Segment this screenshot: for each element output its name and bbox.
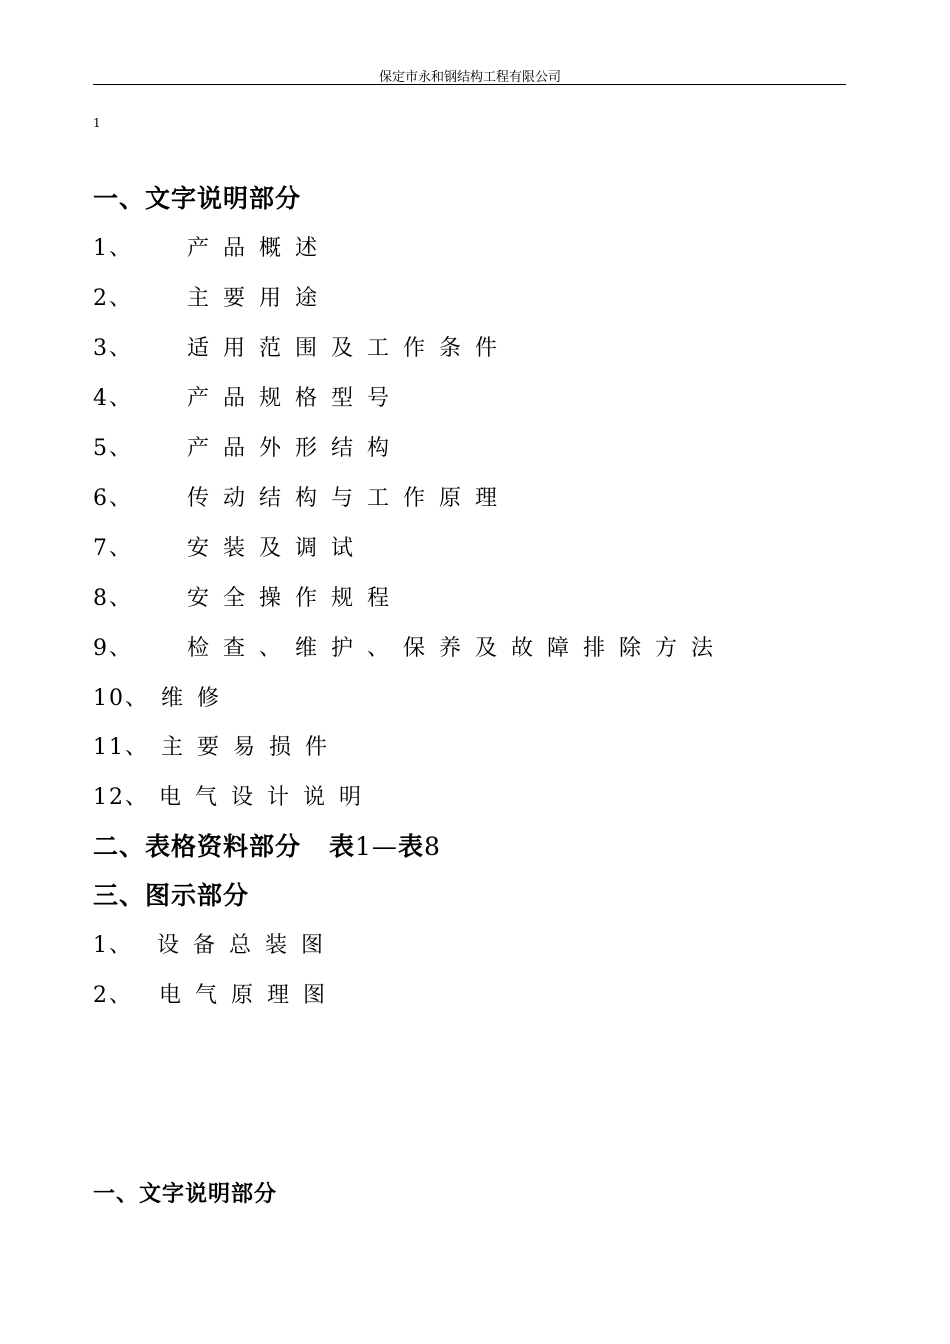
- toc-item-number: 2、: [93, 286, 133, 311]
- section-2-table-word: 表: [329, 832, 356, 861]
- toc-item-number: 8、: [93, 586, 133, 611]
- section-2-title: [93, 834, 441, 859]
- toc-item-label: 主要用途: [187, 286, 332, 311]
- section-1-title: 一、文字说明部分: [93, 184, 302, 213]
- toc-item-number: 5、: [93, 436, 133, 461]
- toc-item-label: 产品概述: [187, 236, 332, 261]
- toc-item-label: 安装及调试: [187, 536, 368, 561]
- toc-item-label: 维修: [161, 686, 234, 711]
- toc-item-number: 4、: [93, 386, 133, 411]
- section-3-title: 三、图示部分: [93, 881, 250, 910]
- toc-item-number: 3、: [93, 336, 133, 361]
- toc-item-label: 产品规格型号: [187, 386, 404, 411]
- toc-item-number: 9、: [93, 636, 133, 661]
- toc-item-number: 7、: [93, 536, 133, 561]
- section-2-heading: 二、表格资料部分: [93, 832, 302, 861]
- toc-item-number: 6、: [93, 486, 133, 511]
- toc-item-label: 检查、维护、保养及故障排除方法: [187, 636, 728, 661]
- section-2-range-end: 8: [423, 832, 441, 861]
- header-company-name: 保定市永和钢结构工程有限公司: [378, 70, 561, 85]
- toc-item-label: 适用范围及工作条件: [187, 336, 512, 361]
- toc-item-label: 传动结构与工作原理: [187, 486, 512, 511]
- figure-item-label: 设备总装图: [157, 933, 338, 958]
- toc-item-label: 主要易损件: [161, 735, 342, 760]
- section-2-range-start: 1—: [355, 832, 398, 861]
- toc-item-label: 电气设计说明: [159, 785, 376, 810]
- page-number: 1: [93, 116, 101, 130]
- figure-item-number: 1、: [93, 933, 133, 958]
- section-2-table-word-2: 表: [397, 832, 424, 861]
- header-divider: [93, 84, 846, 85]
- figure-item-label: 电气原理图: [159, 983, 340, 1008]
- toc-item-number: 1、: [93, 236, 133, 261]
- toc-item-label: 安全操作规程: [187, 586, 404, 611]
- toc-item-number: 12、: [93, 785, 149, 810]
- toc-item-number: 10、: [93, 686, 149, 711]
- section-1-title-repeat: 一、文字说明部分: [93, 1181, 278, 1207]
- toc-item-number: 11、: [93, 735, 149, 760]
- figure-item-number: 2、: [93, 983, 133, 1008]
- toc-item-label: 产品外形结构: [187, 436, 404, 461]
